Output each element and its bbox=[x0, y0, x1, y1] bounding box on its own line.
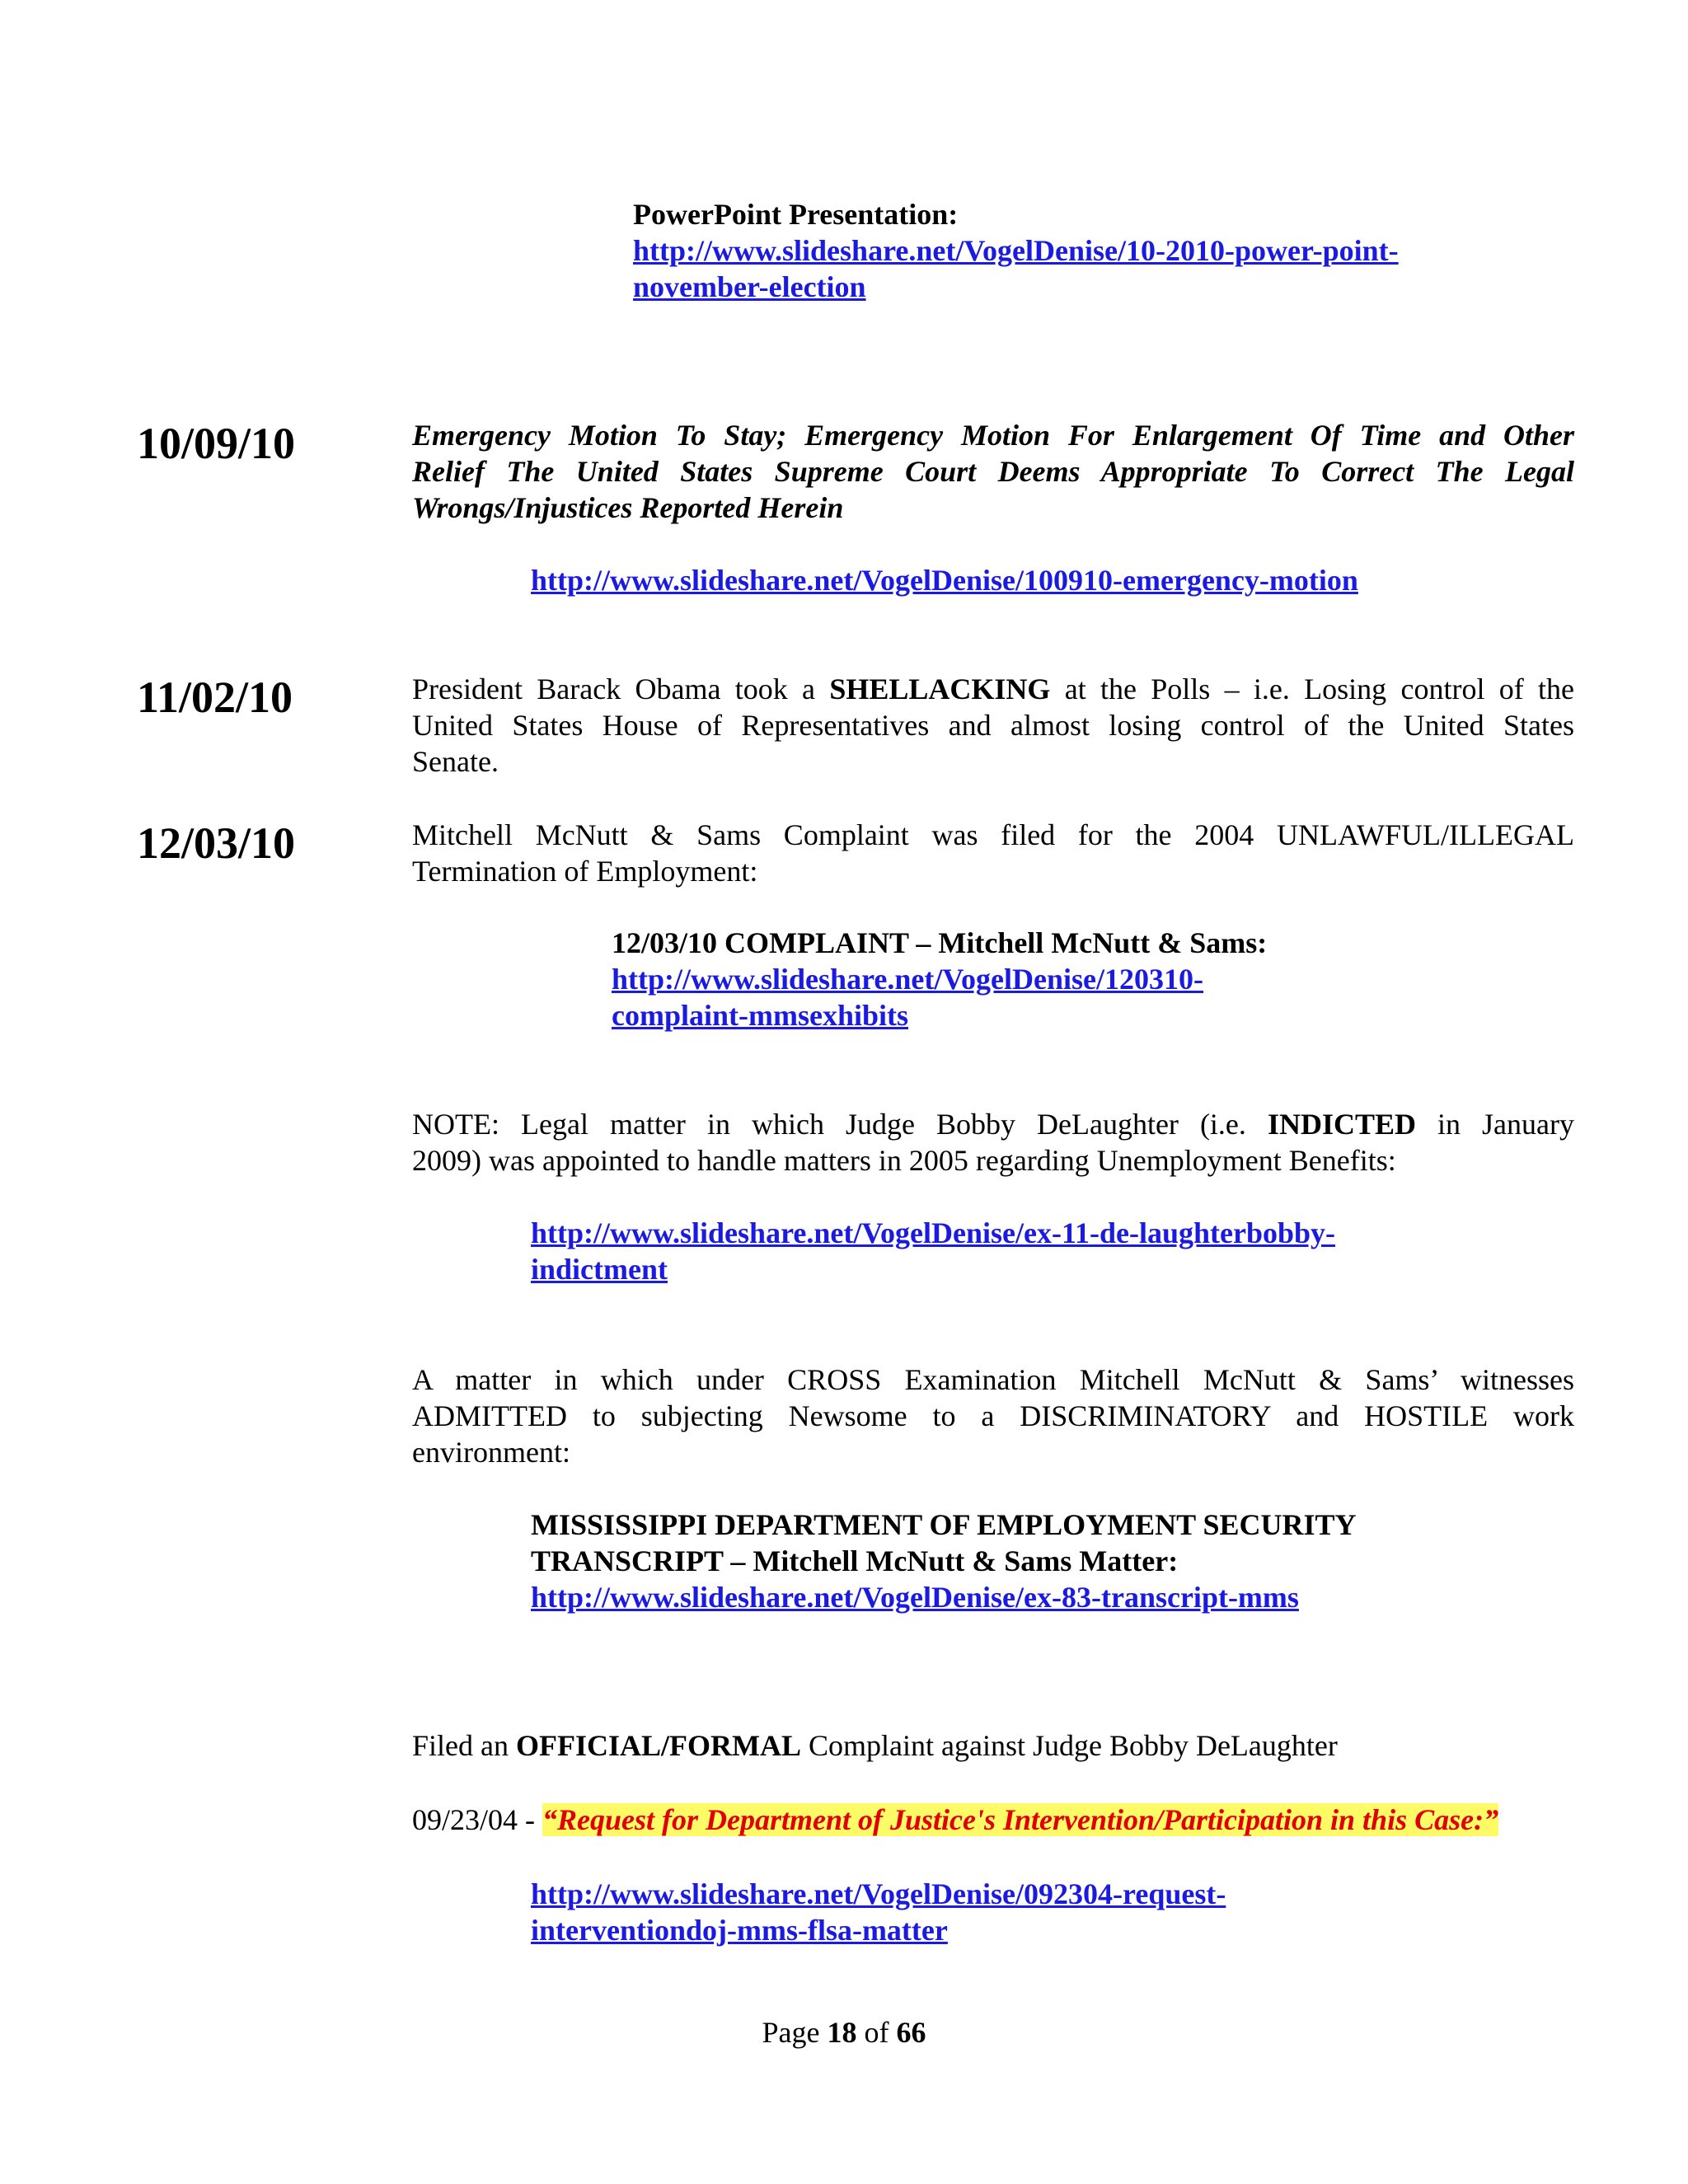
mdes-heading-line2: TRANSCRIPT – Mitchell McNutt & Sams Matter: bbox=[531, 1544, 1179, 1577]
complaint-heading: 12/03/10 COMPLAINT – Mitchell McNutt & Sams: bbox=[612, 926, 1268, 959]
doj-request-link[interactable]: http://www.slideshare.net/VogelDenise/092304-request- interventiondoj-mms-flsa-matter bbox=[531, 1877, 1226, 1947]
ppt-heading: PowerPoint Presentation: bbox=[633, 198, 959, 231]
complaint-link[interactable]: http://www.slideshare.net/VogelDenise/120310- complaint-mmsexhibits bbox=[612, 963, 1204, 1032]
filed-complaint-text: Filed an OFFICIAL/FORMAL Complaint against Judge Bobby DeLaughter bbox=[412, 1729, 1338, 1762]
page-number: 18 bbox=[827, 2016, 857, 2049]
transcript-link[interactable]: http://www.slideshare.net/VogelDenise/ex-83-transcript-mms bbox=[531, 1581, 1299, 1614]
request-highlight: “Request for Department of Justice's Intervention/Participation in this Case:” bbox=[542, 1803, 1499, 1836]
complaint-block bbox=[612, 925, 1436, 1033]
ppt-block bbox=[633, 196, 1457, 305]
mdes-block bbox=[531, 1507, 1520, 1615]
entry-text-120310: Mitchell McNutt & Sams Complaint was filed for the 2004 UNLAWFUL/ILLEGAL Termination of Employment: bbox=[412, 818, 1574, 888]
mdes-heading-line1: MISSISSIPPI DEPARTMENT OF EMPLOYMENT SECURITY bbox=[531, 1508, 1357, 1541]
ppt-link[interactable]: http://www.slideshare.net/VogelDenise/10-2010-power-point- november-election bbox=[633, 234, 1399, 303]
cross-paragraph: A matter in which under CROSS Examination Mitchell McNutt & Sams’ witnesses ADMITTED to subjecting Newsome to a DISCRIMINATORY and HOSTILE work environment: bbox=[412, 1363, 1574, 1469]
entry-date-100910: 10/09/10 bbox=[137, 419, 296, 468]
page-total: 66 bbox=[896, 2016, 926, 2049]
entry-text-110210: President Barack Obama took a SHELLACKING at the Polls – i.e. Losing control of the United States House of Representatives and almost losing control of the United States Senate. bbox=[412, 673, 1575, 778]
note-paragraph: NOTE: Legal matter in which Judge Bobby DeLaughter (i.e. INDICTED in January 2009) was appointed to handle matters in 2005 regarding Unemployment Benefits: bbox=[412, 1108, 1574, 1177]
entry-text-100910: Emergency Motion To Stay; Emergency Motion For Enlargement Of Time and Other Relief The United States Supreme Court Deems Appropriate To Correct The Legal Wrongs/Injustices Reported Herein bbox=[412, 419, 1574, 524]
page-footer: Page 18 of 66 bbox=[762, 2016, 926, 2049]
request-line: 09/23/04 - “Request for Department of Justice's Intervention/Participation in this Case:” bbox=[412, 1803, 1499, 1836]
entry-date-110210: 11/02/10 bbox=[137, 673, 293, 722]
entry-date-120310: 12/03/10 bbox=[137, 818, 296, 868]
emergency-motion-link[interactable]: http://www.slideshare.net/VogelDenise/100910-emergency-motion bbox=[531, 564, 1358, 597]
indictment-link[interactable]: http://www.slideshare.net/VogelDenise/ex-11-de-laughterbobby- indictment bbox=[531, 1216, 1336, 1286]
